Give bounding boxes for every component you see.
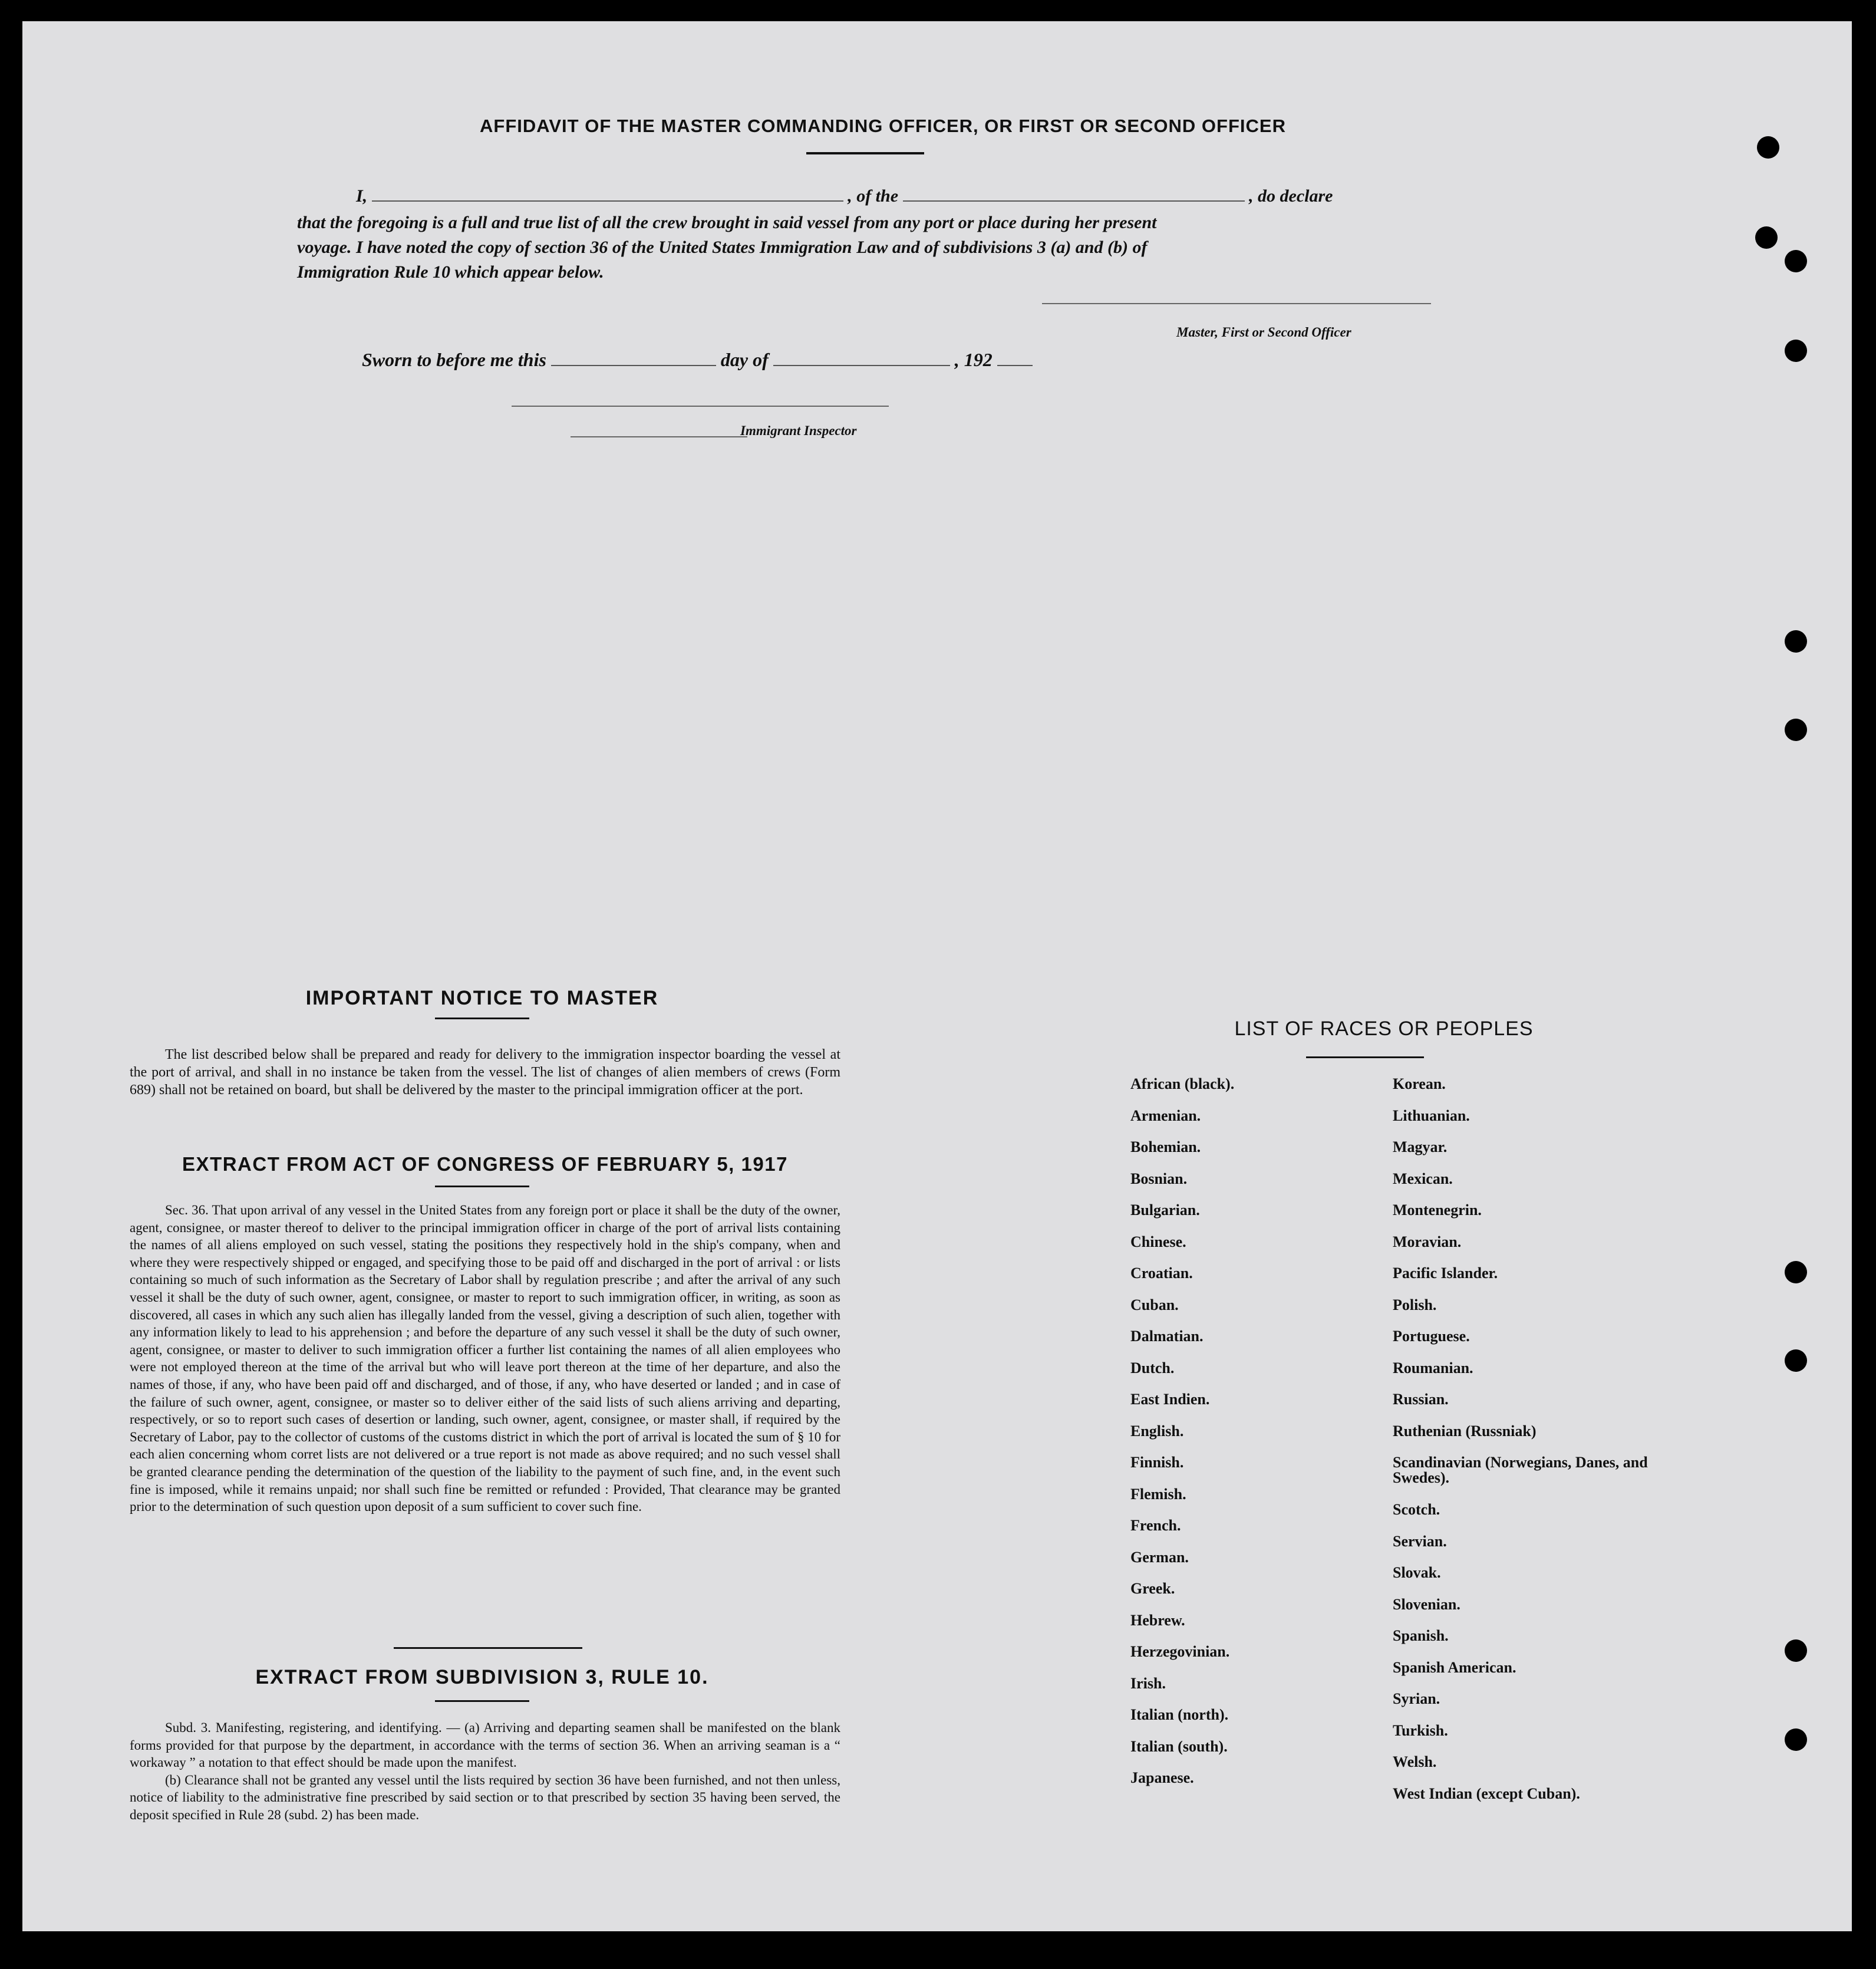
- race-item: Welsh.: [1393, 1753, 1437, 1770]
- race-item: Italian (south).: [1130, 1737, 1228, 1755]
- race-item: East Indien.: [1130, 1391, 1210, 1408]
- race-item: Chinese.: [1130, 1233, 1186, 1250]
- affidavit-line3: voyage. I have noted the copy of section 36 of the United States Immigration Law and of subdivisions 3 (a) and (b) of: [297, 238, 1148, 257]
- affidavit-title-rule: [806, 152, 924, 154]
- race-item: Irish.: [1130, 1674, 1166, 1692]
- sworn-year-label: , 192: [954, 349, 993, 370]
- race-item: Turkish.: [1393, 1721, 1448, 1739]
- notice-title: IMPORTANT NOTICE TO MASTER: [305, 987, 659, 1009]
- act-title-rule: [435, 1186, 529, 1187]
- race-item: Herzegovinian.: [1130, 1643, 1230, 1660]
- race-item: Servian.: [1393, 1532, 1447, 1550]
- notice-title-rule: [435, 1018, 529, 1019]
- race-item: Croatian.: [1130, 1265, 1193, 1282]
- race-item: English.: [1130, 1422, 1184, 1440]
- binder-hole: [1785, 1639, 1807, 1662]
- race-item: Cuban.: [1130, 1296, 1179, 1313]
- race-item: Flemish.: [1130, 1485, 1186, 1503]
- affidavit-i-label: I,: [356, 186, 368, 206]
- race-item: Montenegrin.: [1393, 1201, 1482, 1219]
- vessel-name-field[interactable]: [903, 200, 1245, 202]
- race-item: Syrian.: [1393, 1690, 1440, 1707]
- race-item: Spanish American.: [1393, 1658, 1516, 1676]
- races-title: LIST OF RACES OR PEOPLES: [1234, 1018, 1534, 1040]
- officer-name-field[interactable]: [372, 200, 843, 202]
- affidavit-line4: Immigration Rule 10 which appear below.: [297, 262, 604, 282]
- affidavit-line1: [356, 186, 1333, 206]
- race-item: Scandinavian (Norwegians, Danes, and Swedes).: [1393, 1454, 1648, 1486]
- race-item: Bohemian.: [1130, 1138, 1201, 1155]
- race-item: Bosnian.: [1130, 1170, 1188, 1187]
- races-column-1: [1130, 1076, 1378, 1802]
- rule-paragraph-b: (b) Clearance shall not be granted any vessel until the lists required by section 36 have been furnished, and not then unless, notice of liability to the administrative fine prescribed by said section or to that prescribed by section 35 having been served, the deposit specified in Rule 28 (subd. 2) has been made.: [130, 1772, 840, 1822]
- binder-hole: [1785, 1728, 1807, 1751]
- race-item: Bulgarian.: [1130, 1201, 1200, 1219]
- race-item: Spanish.: [1393, 1627, 1449, 1644]
- act-end-rule: [394, 1647, 582, 1649]
- race-item: Hebrew.: [1130, 1611, 1185, 1629]
- affidavit-title: AFFIDAVIT OF THE MASTER COMMANDING OFFICER, OR FIRST OR SECOND OFFICER: [480, 116, 1286, 136]
- master-signature-caption: Master, First or Second Officer: [1176, 325, 1351, 340]
- binder-hole: [1785, 1261, 1807, 1283]
- race-item: Russian.: [1393, 1391, 1449, 1408]
- race-item: German.: [1130, 1548, 1189, 1566]
- sworn-year-field[interactable]: [997, 365, 1033, 366]
- sworn-month-field[interactable]: [773, 365, 950, 366]
- race-item: Polish.: [1393, 1296, 1437, 1313]
- sworn-day-of-label: day of: [720, 349, 769, 370]
- race-item: Armenian.: [1130, 1107, 1201, 1124]
- document-sheet: [22, 21, 1852, 1931]
- races-title-rule: [1306, 1056, 1424, 1058]
- act-text: [130, 1201, 840, 1516]
- race-item: Korean.: [1393, 1075, 1446, 1092]
- race-item: Roumanian.: [1393, 1359, 1473, 1377]
- race-item: Scotch.: [1393, 1501, 1440, 1518]
- race-item: Slovak.: [1393, 1564, 1441, 1581]
- binder-hole: [1757, 136, 1779, 159]
- race-item: African (black).: [1130, 1075, 1235, 1092]
- notice-text: [130, 1046, 840, 1099]
- binder-hole: [1755, 226, 1778, 249]
- race-item: Dalmatian.: [1130, 1328, 1204, 1345]
- sworn-label: Sworn to before me this: [362, 349, 546, 370]
- race-item: Magyar.: [1393, 1138, 1448, 1155]
- race-item: Ruthenian (Russniak): [1393, 1422, 1537, 1440]
- race-item: Pacific Islander.: [1393, 1265, 1498, 1282]
- race-item: French.: [1130, 1517, 1181, 1534]
- master-signature-line[interactable]: [1042, 303, 1431, 304]
- race-item: Slovenian.: [1393, 1595, 1460, 1613]
- race-item: Portuguese.: [1393, 1328, 1470, 1345]
- affidavit-declare-label: , do declare: [1249, 186, 1333, 206]
- race-item: Finnish.: [1130, 1454, 1184, 1471]
- affidavit-of-the-label: , of the: [848, 186, 899, 206]
- binder-hole: [1785, 630, 1807, 653]
- binder-hole: [1785, 250, 1807, 272]
- race-item: Mexican.: [1393, 1170, 1453, 1187]
- binder-hole: [1785, 1349, 1807, 1372]
- notice-paragraph: The list described below shall be prepared and ready for delivery to the immigration inspector boarding the vessel at the port of arrival, and shall in no instance be taken from the vessel. The list of changes of alien members of crews (Form 689) shall not be retained on board, but shall be delivered by the master to the principal immigration officer at the port.: [130, 1047, 840, 1098]
- rule-text: [130, 1719, 840, 1824]
- act-title: EXTRACT FROM ACT OF CONGRESS OF FEBRUARY 5, 1917: [182, 1153, 788, 1175]
- races-column-2: [1393, 1076, 1699, 1817]
- sworn-day-field[interactable]: [551, 365, 716, 366]
- race-item: Greek.: [1130, 1580, 1175, 1597]
- race-item: Japanese.: [1130, 1769, 1194, 1786]
- inspector-signature-line[interactable]: [512, 406, 889, 407]
- inspector-caption: Immigrant Inspector: [740, 423, 857, 438]
- affidavit-line2: that the foregoing is a full and true list of all the crew brought in said vessel from any port or place during her present: [297, 213, 1157, 232]
- rule-title: EXTRACT FROM SUBDIVISION 3, RULE 10.: [255, 1666, 709, 1688]
- race-item: Dutch.: [1130, 1359, 1175, 1377]
- race-item: West Indian (except Cuban).: [1393, 1784, 1580, 1802]
- race-item: Moravian.: [1393, 1233, 1462, 1250]
- race-item: Italian (north).: [1130, 1706, 1229, 1723]
- race-item: Lithuanian.: [1393, 1107, 1470, 1124]
- rule-title-rule: [435, 1700, 529, 1702]
- sworn-line: [362, 349, 1033, 371]
- act-paragraph: Sec. 36. That upon arrival of any vessel in the United States from any foreign port or place it shall be the duty of the owner, agent, consignee, or master thereof to deliver to the principal immigration officer in charge of the port of arrival lists containing the names of all aliens employed on such vessel, stating the positions they respectively hold in the ship's company, when and where they were respectively shipped or engaged, and specifying those to be paid off and discharged in the port of arrival : or lists containing so much of such information as the Secretary of Labor shall by regulation prescribe ; and after the arrival of any such vessel it shall be the duty of such owner, agent, consignee, or master to report to such immigration officer, in writing, as soon as discovered, all cases in which any such alien has illegally landed from the vessel, giving a description of such alien, together with any information likely to lead to his apprehension ; and before the departure of any such vessel it shall be the duty of such owner, agent, consignee, or master to deliver to such immigration officer a further list containing the names of all alien employees who were not employed thereon at the time of the arrival but who will leave port thereon at the time of her departure, and also the names of those, if any, who have been paid off and discharged, and of those, if any, who have deserted or landed ; and in case of the failure of such owner, agent, consignee, or master so to deliver either of the said lists of such aliens arriving and departing, respectively, or so to report such cases of desertion or landing, such owner, agent, consignee, or master shall, if required by the Secretary of Labor, pay to the collector of customs of the customs district in which the port of arrival is located the sum of § 10 for each alien concerning whom corret lists are not delivered or a true report is not made as above required; and no such vessel shall be granted clearance pending the determination of the question of the liability to the payment of such fine, and, in the event such fine is imposed, while it remains unpaid; nor shall such fine be remitted or refunded : Provided, That clearance may be granted prior to the determination of such question upon deposit of a sum sufficient to cover such fine.: [130, 1203, 840, 1514]
- rule-paragraph-a: Subd. 3. Manifesting, registering, and identifying. — (a) Arriving and departing seamen shall be manifested on the blank forms provided for that purpose by the department, in accordance with the terms of section 36. When an arriving seaman is a “ workaway ” a notation to that effect should be made upon the manifest.: [130, 1720, 840, 1770]
- inspector-line-lead: [571, 436, 747, 437]
- binder-hole: [1785, 719, 1807, 741]
- binder-hole: [1785, 340, 1807, 362]
